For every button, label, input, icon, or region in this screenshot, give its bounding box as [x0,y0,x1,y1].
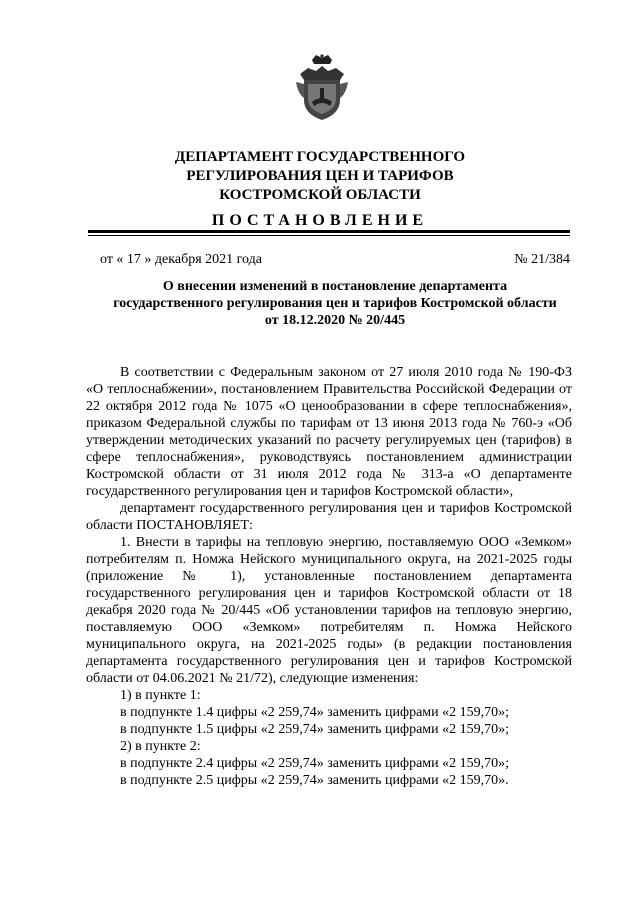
header-divider-thick [88,230,570,233]
list-item: в подпункте 1.4 цифры «2 259,74» заменить цифрами «2 159,70»; [120,705,510,720]
document-number: № 21/384 [514,252,570,267]
amendment-paragraph: 1. Внести в тарифы на тепловую энергию, поставляемую ООО «Земком» потребителям п. Номжа Нейского муниципального округа, на 2021-2025 годы (приложение № 1), установленные постановлением департамента государственного регулирования цен и тарифов Костромской области от 18 декабря 2020 года № 20/445 «Об установлении тарифов на тепловую энергию, поставляемую ООО «Земком» потребителям п. Номжа Нейского муниципального округа, на 2021-2025 годы» (в редакции постановления департамента государственного регулирования цен и тарифов Костромской области от 04.06.2021 № 21/72), следующие изменения: [86,535,572,686]
header-divider-thin [88,235,570,236]
subject-line1: О внесении изменений в постановление департамента [162,279,508,294]
list-item: в подпункте 2.5 цифры «2 259,74» заменить цифрами «2 159,70». [120,773,509,788]
document-body [86,364,572,789]
list-item: 2) в пункте 2: [120,739,201,754]
preamble-paragraph: В соответствии с Федеральным законом от 27 июля 2010 года № 190-ФЗ «О теплоснабжении», постановлением Правительства Российской Федерации от 22 октября 2012 года № 1075 «О ценообразовании в сфере теплоснабжения», приказом Федеральной службы по тарифам от 13 июня 2013 года № 760-э «Об утверждении методических указаний по расчету регулируемых цен (тарифов) в сфере теплоснабжения», руководствуясь постановлением администрации Костромской области от 31 июля 2012 года № 313-а «О департаменте государственного регулирования цен и тарифов Костромской области», [86,365,572,499]
coat-of-arms-emblem [294,54,350,122]
list-item: в подпункте 1.5 цифры «2 259,74» заменить цифрами «2 159,70»; [120,722,510,737]
resolution-paragraph: департамент государственного регулирования цен и тарифов Костромской области ПОСТАНОВЛЯЕТ: [86,501,572,533]
department-name-line1: ДЕПАРТАМЕНТ ГОСУДАРСТВЕННОГО [174,149,466,165]
department-name-line3: КОСТРОМСКОЙ ОБЛАСТИ [219,187,421,203]
document-subject [100,278,570,329]
document-type-title: ПОСТАНОВЛЕНИЕ [211,212,429,229]
department-name-line2: РЕГУЛИРОВАНИЯ ЦЕН И ТАРИФОВ [186,168,454,184]
list-item: 1) в пункте 1: [120,688,201,703]
subject-line2: государственного регулирования цен и тарифов Костромской области [113,296,557,311]
subject-line3: от 18.12.2020 № 20/445 [264,313,406,328]
date-number-line [100,252,570,268]
department-name [0,148,640,205]
document-date: от « 17 » декабря 2021 года [100,252,262,267]
list-item: в подпункте 2.4 цифры «2 259,74» заменить цифрами «2 159,70»; [120,756,510,771]
